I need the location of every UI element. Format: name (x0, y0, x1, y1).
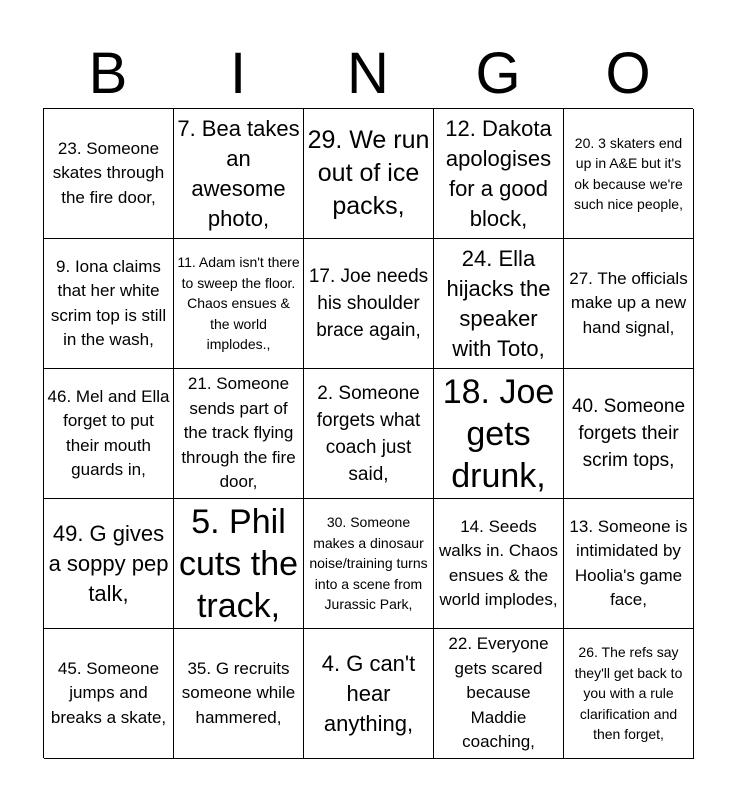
cell-text: 4. G can't hear anything, (321, 650, 416, 736)
bingo-cell[interactable] (44, 499, 174, 629)
bingo-cell[interactable] (564, 369, 694, 499)
header-letter-g: G (475, 41, 521, 106)
cell-text: 7. Bea takes an awesome photo, (177, 115, 300, 231)
header-letter-n: N (347, 41, 389, 106)
cell-text: 29. We run out of ice packs, (307, 126, 430, 220)
cell-text: 23. Someone skates through the fire door, (52, 138, 165, 207)
bingo-cell[interactable] (304, 109, 434, 239)
cell-text: 14. Seeds walks in. Chaos ensues & the world implodes, (438, 516, 559, 609)
bingo-cell[interactable] (304, 239, 434, 369)
bingo-cell[interactable] (174, 499, 304, 629)
cell-text: 12. Dakota apologises for a good block, (445, 115, 552, 231)
cell-text: 20. 3 skaters end up in A&E but it's ok because we're such nice people, (574, 134, 683, 212)
cell-text: 5. Phil cuts the track, (178, 502, 299, 625)
bingo-cell[interactable] (434, 369, 564, 499)
bingo-cell[interactable] (434, 629, 564, 759)
bingo-cell[interactable] (304, 499, 434, 629)
bingo-cell[interactable] (564, 499, 694, 629)
bingo-cell[interactable] (434, 109, 564, 239)
bingo-cell[interactable] (434, 499, 564, 629)
bingo-cell[interactable] (44, 629, 174, 759)
cell-text: 17. Joe needs his shoulder brace again, (308, 266, 429, 341)
bingo-header (43, 38, 693, 110)
bingo-cell[interactable] (564, 629, 694, 759)
cell-text: 18. Joe gets drunk, (442, 372, 555, 495)
cell-text: 24. Ella hijacks the speaker with Toto, (446, 245, 551, 361)
bingo-cell[interactable] (304, 629, 434, 759)
bingo-cell[interactable] (44, 369, 174, 499)
cell-text: 2. Someone forgets what coach just said, (316, 382, 421, 485)
cell-text: 49. G gives a soppy pep talk, (48, 520, 169, 606)
bingo-cell[interactable] (174, 239, 304, 369)
bingo-cell[interactable] (564, 239, 694, 369)
header-letter-o: O (605, 41, 651, 106)
cell-text: 30. Someone makes a dinosaur noise/training turns into a scene from Jurassic Park, (309, 514, 428, 613)
bingo-cell[interactable] (174, 109, 304, 239)
cell-text: 11. Adam isn't there to sweep the floor. Chaos ensues & the world implodes., (177, 254, 300, 353)
cell-text: 46. Mel and Ella forget to put their mouth guards in, (47, 386, 170, 479)
cell-text: 9. Iona claims that her white scrim top is still in the wash, (50, 256, 167, 349)
bingo-cell[interactable] (174, 629, 304, 759)
cell-text: 26. The refs say they'll get back to you with a rule clarification and then forget, (574, 644, 683, 743)
bingo-cell[interactable] (174, 369, 304, 499)
cell-text: 45. Someone jumps and breaks a skate, (50, 658, 167, 727)
bingo-grid (43, 108, 693, 758)
cell-text: 40. Someone forgets their scrim tops, (571, 396, 686, 471)
bingo-cell[interactable] (434, 239, 564, 369)
bingo-cell[interactable] (44, 239, 174, 369)
header-letter-i: I (229, 41, 247, 106)
cell-text: 22. Everyone gets scared because Maddie coaching, (448, 634, 549, 752)
bingo-cell[interactable] (304, 369, 434, 499)
bingo-cell[interactable] (564, 109, 694, 239)
cell-text: 27. The officials make up a new hand signal, (569, 268, 688, 337)
bingo-cell[interactable] (44, 109, 174, 239)
header-letter-b: B (88, 41, 128, 106)
cell-text: 13. Someone is intimidated by Hoolia's game face, (569, 516, 688, 609)
cell-text: 35. G recruits someone while hammered, (181, 658, 296, 727)
cell-text: 21. Someone sends part of the track flying through the fire door, (181, 374, 296, 492)
